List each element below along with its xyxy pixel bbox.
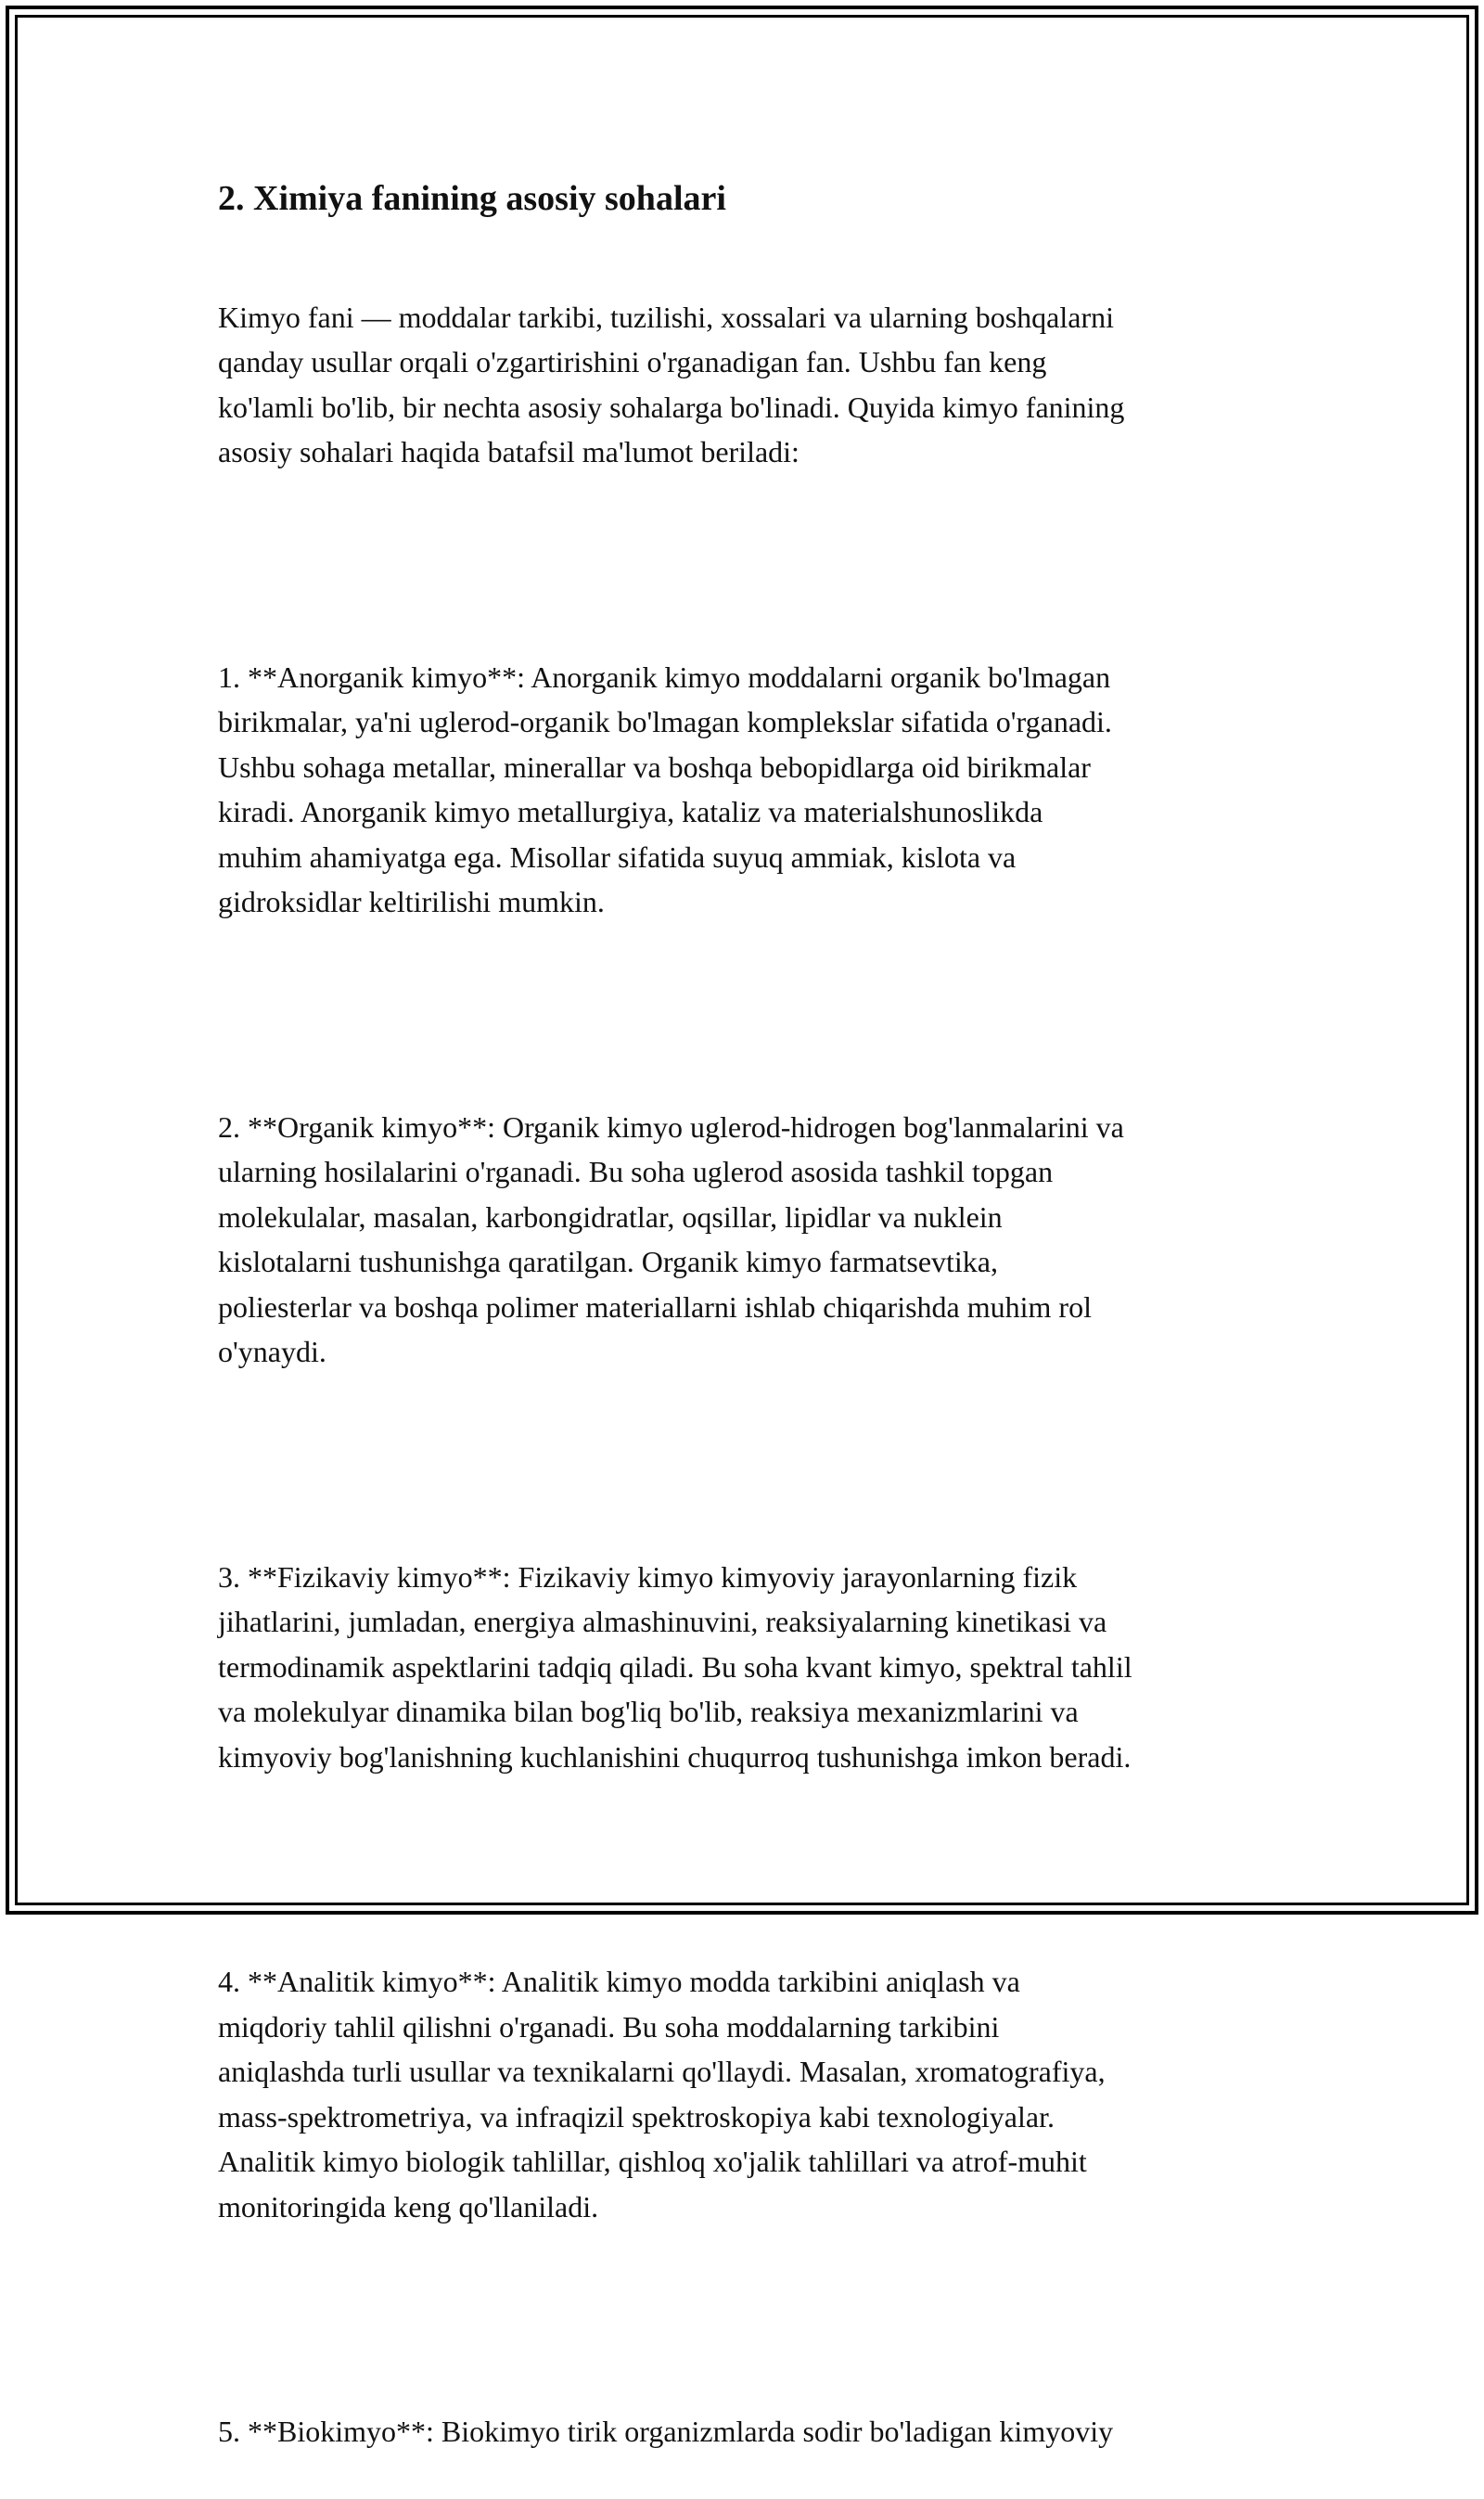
document-body: [218, 176, 1275, 2499]
paragraph-gap: [218, 1825, 1275, 1870]
document-title: 2. Ximiya fanining asosiy sohalari: [218, 179, 726, 218]
paragraph-gap: [218, 2275, 1275, 2320]
paragraph-gap: [218, 969, 1275, 1015]
paragraph-gap: [218, 519, 1275, 565]
section-paragraph-biokimyo: 5. **Biokimyo**: Biokimyo tirik organizmlarda sodir bo'ladigan kimyoviy: [218, 2415, 1114, 2448]
section-paragraph-fizikaviy: 3. **Fizikaviy kimyo**: Fizikaviy kimyo kimyoviy jarayonlarning fizik jihatlarini, jumladan, energiya almashinuvini, reaksiyalarning kinetikasi va termodinamik aspektlarini tadqiq qiladi. Bu soha kvant kimyo, spektral tahlil va molekulyar dinamika bilan bog'liq bo'lib, reaksiya mexanizmlarini va kimyoviy bog'lanishning kuchlanishini chuqurroq tushunishga imkon beradi.: [218, 1559, 1132, 1774]
section-paragraph-analitik: 4. **Analitik kimyo**: Analitik kimyo modda tarkibini aniqlash va miqdoriy tahlil qilishni o'rganadi. Bu soha moddalarning tarkibini aniqlashda turli usullar va texnikalarni qo'llaydi. Masalan, xromatografiya, mass-spektrometriya, va infraqizil spektroskopiya kabi texnologiyalar. Analitik kimyo biologik tahlillar, qishloq xo'jalik tahlillari va atrof-muhit monitoringida keng qo'llaniladi.: [218, 1965, 1106, 2223]
section-paragraph-organik: 2. **Organik kimyo**: Organik kimyo uglerod-hidrogen bog'lanmalarini va ularning hosilalarini o'rganadi. Bu soha uglerod asosida tashkil topgan molekulalar, masalan, karbongidratlar, oqsillar, lipidlar va nuklein kislotalarni tushunishga qaratilgan. Organik kimyo farmatsevtika, poliesterlar va boshqa polimer materiallarni ishlab chiqarishda muhim rol o'ynaydi.: [218, 1109, 1124, 1368]
intro-paragraph: Kimyo fani — moddalar tarkibi, tuzilishi, xossalari va ularning boshqalarni qanday usullar orqali o'zgartirishini o'rganadigan fan. Ushbu fan keng ko'lamli bo'lib, bir nechta asosiy sohalarga bo'linadi. Quyida kimyo fanining asosiy sohalari haqida batafsil ma'lumot beriladi:: [218, 300, 1125, 468]
section-paragraph-anorganik: 1. **Anorganik kimyo**: Anorganik kimyo moddalarni organik bo'lmagan birikmalar, ya'ni uglerod-organik bo'lmagan komplekslar sifatida o'rganadi. Ushbu sohaga metallar, minerallar va boshqa bebopidlarga oid birikmalar kiradi. Anorganik kimyo metallurgiya, kataliz va materialshunoslikda muhim ahamiyatga ega. Misollar sifatida suyuq ammiak, kislota va gidroksidlar keltirilishi mumkin.: [218, 660, 1112, 918]
paragraph-gap: [218, 1419, 1275, 1465]
document-text: [218, 250, 1275, 2499]
